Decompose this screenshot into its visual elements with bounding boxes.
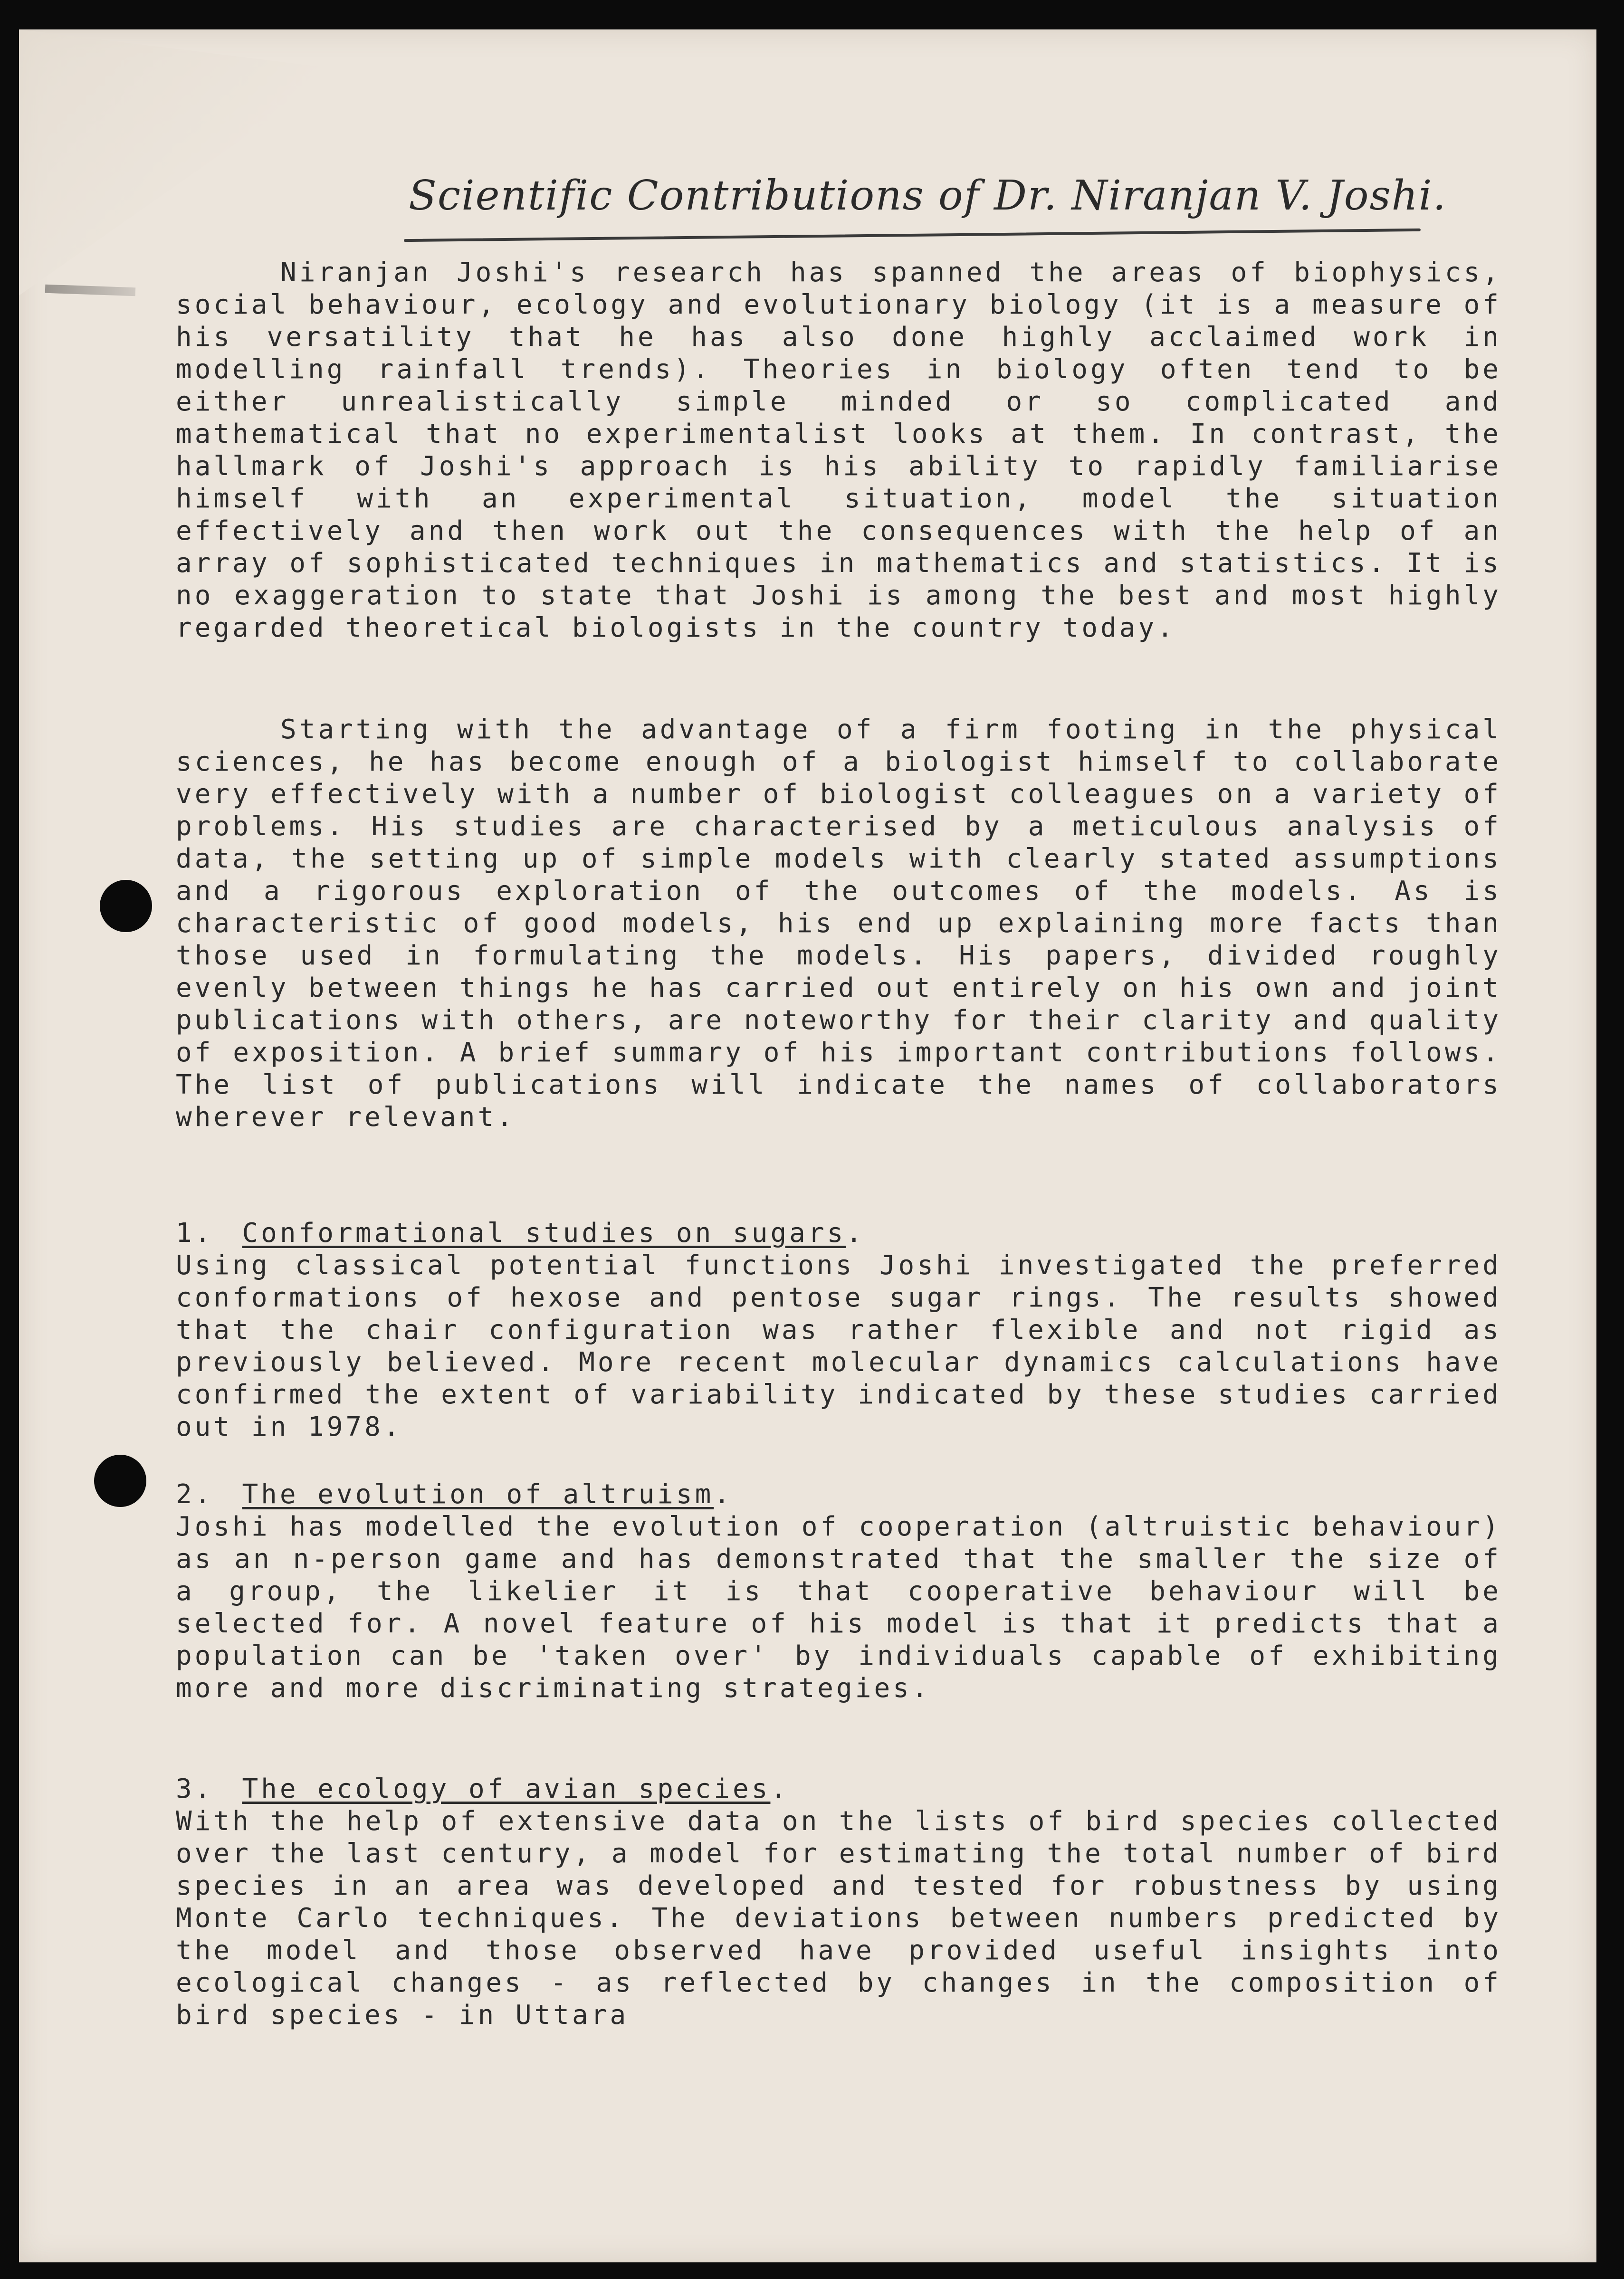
- punch-hole-lower: [94, 1455, 146, 1507]
- document-title: Scientific Contributions of Dr. Niranjan V. Joshi.: [409, 172, 1447, 219]
- section-heading-1: [176, 1217, 1501, 1249]
- section-title-period: .: [714, 1479, 733, 1510]
- section-body-1: Using classical potential functions Joshi investigated the preferred conformations of hexose and pentose sugar rings. The results showed that the chair configuration was rather flexible and not rigid as previously believed. More recent molecular dynamics calculations have confirmed the extent of variability indicated by these studies carried out in 1978.: [176, 1250, 1501, 1442]
- section-body-3: With the help of extensive data on the lists of bird species collected over the last century, a model for estimating the total number of bird species in an area was developed and tested for robustness by using Monte Carlo techniques. The deviations between numbers predicted by the model and those observed have provided useful insights into ecological changes - as reflected by changes in the composition of bird species - in Uttara: [176, 1806, 1501, 2031]
- staple-mark: [45, 285, 136, 296]
- section-body-2: Joshi has modelled the evolution of cooperation (altruistic behaviour) as an n-person game and has demonstrated that the smaller the size of a group, the likelier it is that cooperative behaviour will be selected for. A novel feature of his model is that it predicts that a population can be 'taken over' by individuals capable of exhibiting more and more discriminating strategies.: [176, 1511, 1501, 1704]
- section-title: Conformational studies on sugars: [242, 1218, 846, 1249]
- section-title: The ecology of avian species: [242, 1774, 771, 1804]
- section-title: The evolution of altruism: [242, 1479, 714, 1510]
- intro-paragraph-1: Niranjan Joshi's research has spanned the areas of biophysics, social behaviour, ecology and evolutionary biology (it is a measure of his versatility that he has also done highly acclaimed work in modelling rainfall trends). Theories in biology often tend to be either unrealistically simple minded or so complicated and mathematical that no experimentalist looks at them. In contrast, the hallmark of Joshi's approach is his ability to rapidly familiarise himself with an experimental situation, model the situation effectively and then work out the consequences with the help of an array of sophisticated techniques in mathematics and statistics. It is no exaggeration to state that Joshi is among the best and most highly regarded theoretical biologists in the country today.: [176, 257, 1501, 643]
- punch-hole-upper: [100, 880, 152, 932]
- section-title-period: .: [846, 1218, 865, 1249]
- document-page: [19, 29, 1596, 2262]
- section-heading-2: [176, 1478, 1501, 1511]
- section-number: 3.: [176, 1774, 214, 1804]
- folded-corner: [19, 29, 342, 296]
- section-number: 2.: [176, 1479, 214, 1510]
- section-heading-3: [176, 1773, 1501, 1805]
- title-underline: [404, 229, 1421, 242]
- section-title-period: .: [770, 1774, 790, 1804]
- section-number: 1.: [176, 1218, 214, 1249]
- intro-paragraph-2: Starting with the advantage of a firm footing in the physical sciences, he has become enough of a biologist himself to collaborate very effectively with a number of biologist colleagues on a variety of problems. His studies are characterised by a meticulous analysis of data, the setting up of simple models with clearly stated assumptions and a rigorous exploration of the outcomes of the models. As is characteristic of good models, his end up explaining more facts than those used in formulating the models. His papers, divided roughly evenly between things he has carried out entirely on his own and joint publications with others, are noteworthy for their clarity and quality of exposition. A brief summary of his important contributions follows. The list of publications will indicate the names of collaborators wherever relevant.: [176, 714, 1501, 1133]
